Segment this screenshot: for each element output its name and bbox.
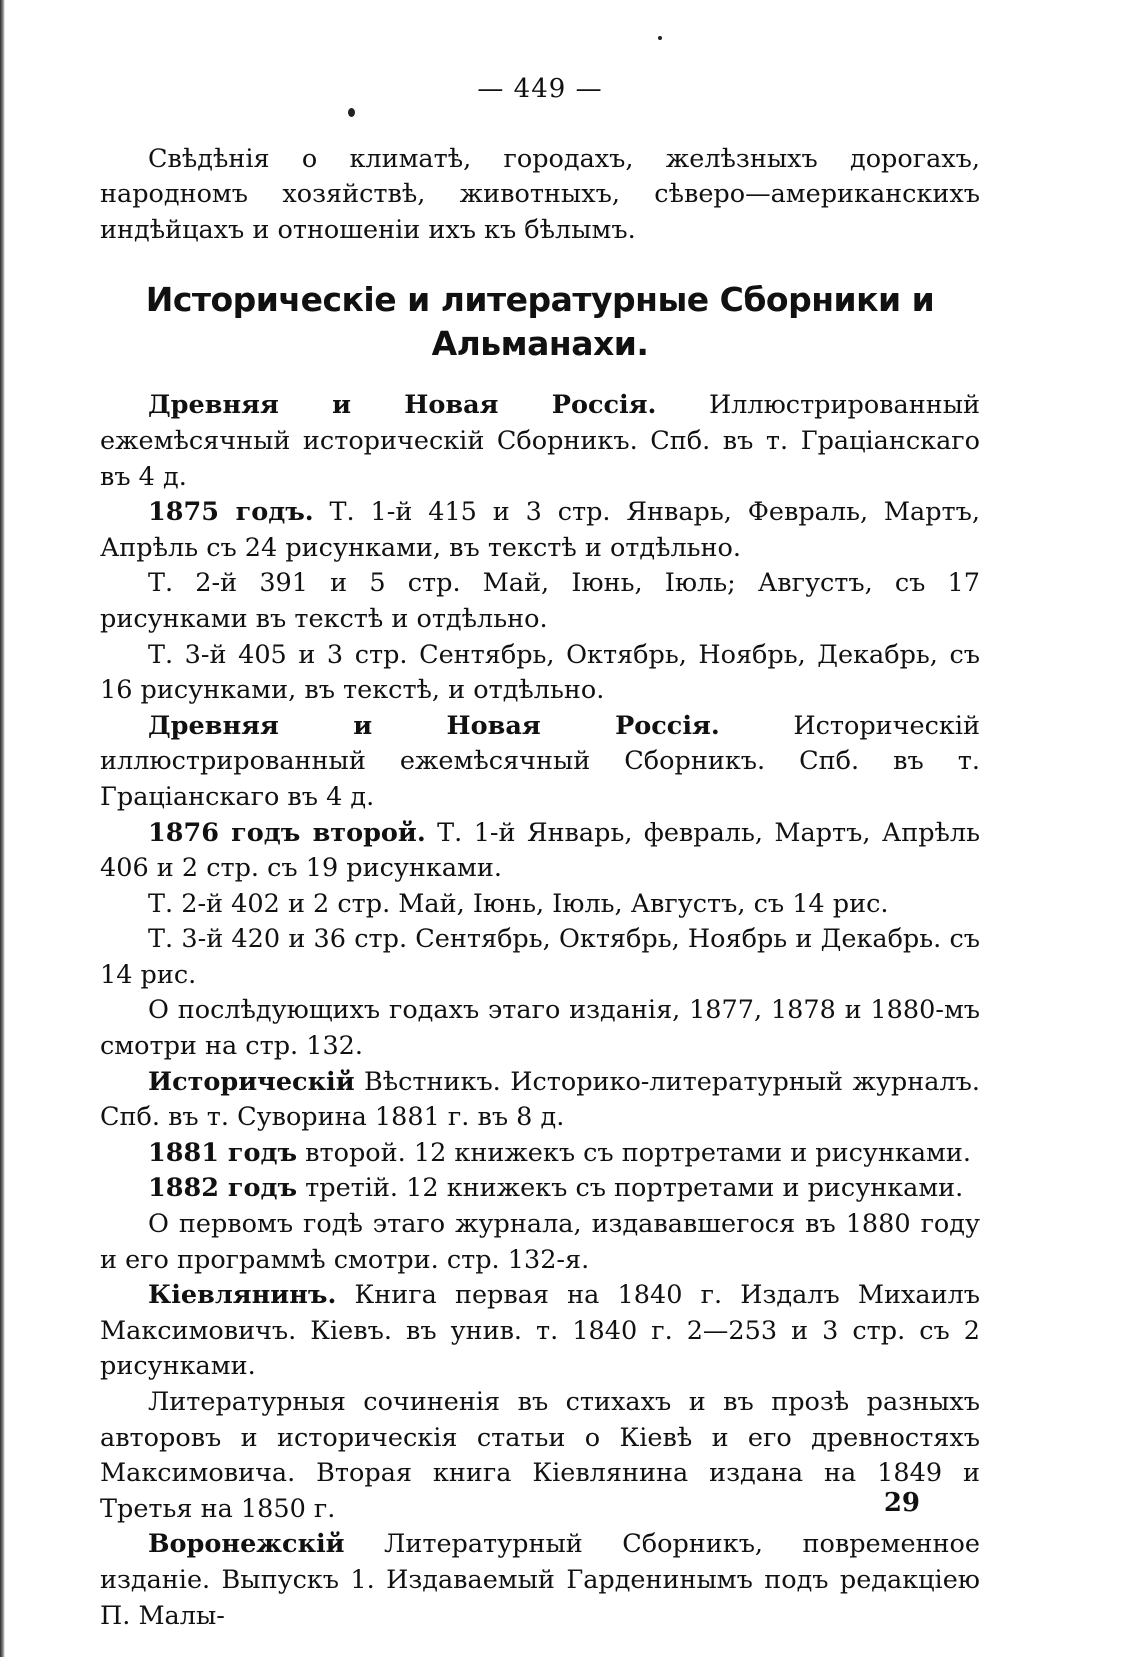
page-number: — 449 —: [477, 74, 603, 104]
entry-paragraph: [100, 1527, 980, 1634]
entry-paragraph: [100, 1065, 980, 1136]
entry-text: Литературный Сборникъ, повременное изданіе. Выпускъ 1. Издаваемый Гарденинымъ подъ редакціею П. Малы-: [100, 1529, 980, 1631]
entry-lead: Историческій: [148, 1066, 355, 1097]
entry-text: Т. 1-й 415 и 3 стр. Январь, Февраль, Мартъ, Апрѣль съ 24 рисунками, въ текстѣ и отдѣльно.: [100, 497, 980, 563]
entry-text: Книга первая на 1840 г. Издалъ Михаилъ Максимовичъ. Кіевъ. въ унив. т. 1840 г. 2—253 и 3 стр. съ 2 рисунками.: [100, 1280, 980, 1382]
entry-paragraph: [100, 887, 980, 923]
entry-text: Литературныя сочиненія въ стихахъ и въ прозѣ разныхъ авторовъ и историческія статьи о Кіевѣ и его древностяхъ Максимовича. Вторая книга Кіевлянина издана на 1849 и Третья на 1850 г.: [100, 1387, 980, 1524]
entry-paragraph: [100, 993, 980, 1064]
print-speck: [348, 108, 355, 117]
entry-paragraph: [100, 1136, 980, 1172]
entry-text: третій. 12 книжекъ съ портретами и рисунками.: [297, 1173, 964, 1204]
entry-paragraph: [100, 638, 980, 709]
binding-edge: [0, 0, 5, 1657]
entry-lead: 1875 годъ.: [148, 497, 314, 528]
entry-lead: Древняя и Новая Россія.: [148, 390, 657, 421]
entry-text: О первомъ годѣ этаго журнала, издававшегося въ 1880 году и его программѣ смотри. стр. 132-я.: [100, 1209, 980, 1275]
entry-text: О послѣдующихъ годахъ этаго изданія, 1877, 1878 и 1880-мъ смотри на стр. 132.: [100, 995, 980, 1062]
entry-text: Т. 2-й 391 и 5 стр. Май, Іюнь, Іюль; Августъ, съ 17 рисунками въ текстѣ и отдѣльно.: [100, 568, 980, 634]
entry-text: Т. 2-й 402 и 2 стр. Май, Іюнь, Іюль, Августъ, съ 14 рис.: [148, 888, 889, 919]
entry-paragraph: [100, 816, 980, 887]
entry-text: Т. 1-й Январь, февраль, Мартъ, Апрѣль 406 и 2 стр. съ 19 рисунками.: [100, 817, 980, 884]
book-page: [100, 72, 980, 1634]
entry-paragraph: [100, 709, 980, 816]
entry-lead: Кіевлянинъ.: [148, 1280, 337, 1311]
entry-paragraph: [100, 1385, 980, 1527]
entry-text: Т. 3-й 420 и 36 стр. Сентябрь, Октябрь, Ноябрь и Декабрь. съ 14 рис.: [100, 924, 980, 990]
entry-lead: 1876 годъ второй.: [148, 817, 426, 848]
entry-paragraph: [100, 388, 980, 495]
entry-text: второй. 12 книжекъ съ портретами и рисунками.: [297, 1137, 971, 1168]
entry-paragraph: [100, 495, 980, 566]
entry-lead: 1882 годъ: [148, 1173, 298, 1204]
signature-mark: 29: [883, 1488, 920, 1518]
entry-lead: 1881 годъ: [148, 1137, 298, 1168]
entry-paragraph: [100, 1171, 980, 1207]
intro-paragraph: Свѣдѣнія о климатѣ, городахъ, желѣзныхъ дорогахъ, народномъ хозяйствѣ, животныхъ, сѣверо—американскихъ индѣйцахъ и отношеніи ихъ къ бѣлымъ.: [100, 143, 980, 245]
print-speck: [658, 36, 662, 40]
entry-paragraph: [100, 1278, 980, 1385]
entry-paragraph: [100, 922, 980, 993]
section-heading: Историческіе и литературные Сборники и Альманахи.: [145, 280, 935, 364]
entry-paragraph: [100, 1207, 980, 1278]
entry-text: Иллюстрированный ежемѣсячный историческій Сборникъ. Спб. въ т. Граціанскаго въ 4 д.: [100, 390, 981, 492]
entry-text: Историческій иллюстрированный ежемѣсячный Сборникъ. Спб. въ т. Граціанскаго въ 4 д.: [100, 710, 981, 812]
entry-lead: Древняя и Новая Россія.: [148, 710, 720, 741]
entry-lead: Воронежскій: [148, 1529, 345, 1560]
entry-paragraph: [100, 566, 980, 637]
entry-text: Вѣстникъ. Историко-литературный журналъ. Спб. въ т. Суворина 1881 г. въ 8 д.: [100, 1066, 980, 1133]
entry-text: Т. 3-й 405 и 3 стр. Сентябрь, Октябрь, Ноябрь, Декабрь, съ 16 рисунками, въ текстѣ, и отдѣльно.: [100, 639, 980, 706]
